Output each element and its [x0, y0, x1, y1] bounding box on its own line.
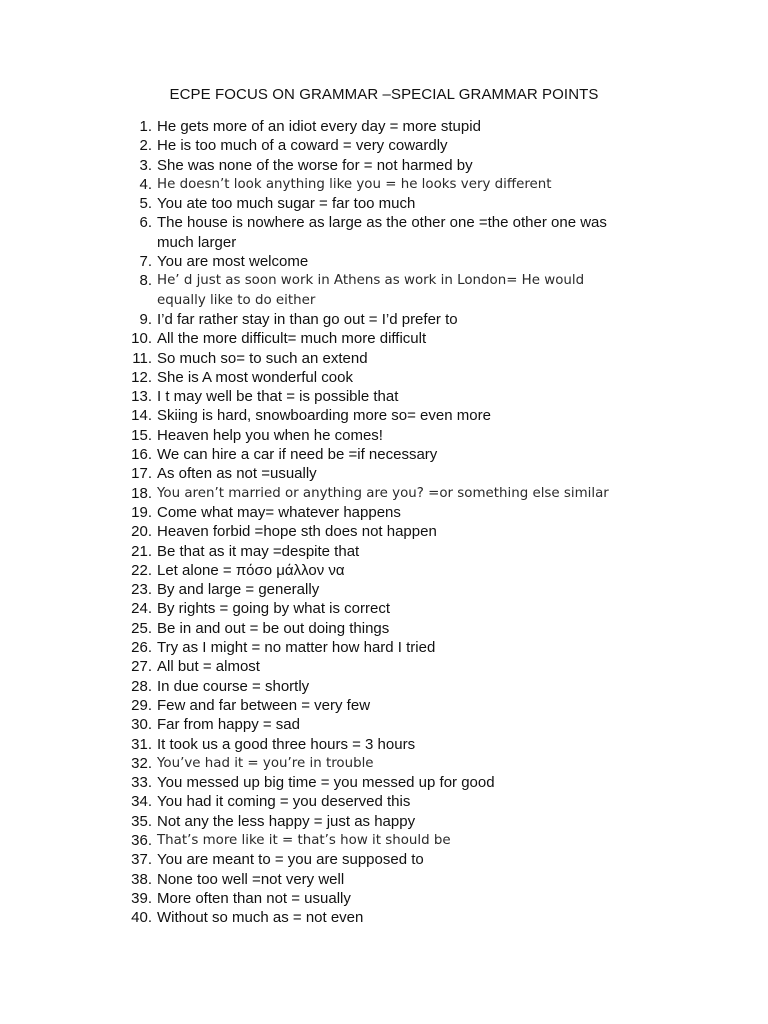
list-item [0, 368, 768, 387]
item-text: I’d far rather stay in than go out = I’d prefer to [157, 310, 458, 328]
list-item [0, 735, 768, 754]
list-item [0, 175, 768, 194]
item-number: 12. [131, 368, 152, 386]
item-text: Skiing is hard, snowboarding more so= even more [157, 407, 491, 425]
item-number: 13. [131, 388, 152, 406]
list-item [0, 638, 768, 657]
item-text: Heaven help you when he comes! [157, 426, 383, 444]
list-item [0, 850, 768, 869]
list-item [0, 812, 768, 831]
item-text: In due course = shortly [157, 677, 310, 695]
item-text: All but = almost [157, 658, 260, 676]
item-number: 22. [131, 561, 152, 579]
item-text: Far from happy = sad [157, 716, 300, 734]
item-text: The house is nowhere as large as the other one =the other one was much larger [157, 214, 607, 251]
list-item [0, 271, 768, 310]
item-text: He is too much of a coward = very cowardly [157, 137, 448, 155]
list-item [0, 213, 768, 252]
item-text: None too well =not very well [157, 870, 345, 888]
item-text: So much so= to such an extend [157, 349, 368, 367]
item-text: It took us a good three hours = 3 hours [157, 735, 416, 753]
list-item [0, 136, 768, 155]
item-text: Come what may= whatever happens [157, 503, 401, 521]
list-item [0, 349, 768, 368]
item-number: 26. [131, 639, 152, 657]
list-item [0, 464, 768, 483]
item-text: You are most welcome [157, 253, 309, 271]
item-number: 37. [131, 851, 152, 869]
list-item [0, 599, 768, 618]
item-text: All the more difficult= much more difficult [157, 330, 427, 348]
item-number: 11. [132, 349, 152, 367]
list-item [0, 156, 768, 175]
list-item [0, 677, 768, 696]
item-text: By and large = generally [157, 581, 320, 599]
list-item [0, 715, 768, 734]
list-item [0, 580, 768, 599]
item-text: He doesn’t look anything like you = he looks very different [157, 176, 552, 192]
list-item [0, 426, 768, 445]
item-number: 14. [131, 407, 152, 425]
item-number: 9. [139, 310, 152, 328]
item-text: Be in and out = be out doing things [157, 619, 390, 637]
list-item [0, 831, 768, 850]
item-text: Few and far between = very few [157, 696, 371, 714]
item-text: Without so much as = not even [157, 909, 364, 927]
item-text: You messed up big time = you messed up for good [157, 774, 495, 792]
item-text: Let alone = πόσο μάλλον να [157, 561, 345, 579]
list-item [0, 619, 768, 638]
list-item [0, 252, 768, 271]
grammar-points-list [0, 117, 768, 927]
item-number: 38. [131, 870, 152, 888]
item-number: 28. [131, 677, 152, 695]
item-text: You are meant to = you are supposed to [157, 851, 424, 869]
list-item [0, 773, 768, 792]
item-number: 5. [139, 195, 152, 213]
list-item [0, 503, 768, 522]
item-number: 24. [131, 600, 152, 618]
item-number: 2. [139, 137, 152, 155]
list-item [0, 310, 768, 329]
item-number: 6. [139, 214, 152, 232]
item-number: 17. [131, 465, 152, 483]
item-number: 19. [131, 503, 152, 521]
list-item [0, 696, 768, 715]
item-number: 31. [131, 735, 152, 753]
list-item [0, 445, 768, 464]
item-text: That’s more like it = that’s how it should be [157, 832, 451, 848]
item-number: 33. [131, 774, 152, 792]
item-number: 36. [131, 831, 152, 849]
item-text: Heaven forbid =hope sth does not happen [157, 523, 437, 541]
item-number: 3. [139, 156, 152, 174]
list-item [0, 194, 768, 213]
item-number: 40. [131, 909, 152, 927]
item-number: 23. [131, 581, 152, 599]
item-number: 27. [131, 658, 152, 676]
list-item [0, 870, 768, 889]
list-item [0, 406, 768, 425]
item-text: Be that as it may =despite that [157, 542, 360, 560]
item-number: 7. [139, 253, 152, 271]
list-item [0, 542, 768, 561]
list-item [0, 561, 768, 580]
item-text: We can hire a car if need be =if necessary [157, 446, 438, 464]
list-item [0, 117, 768, 136]
item-text: You had it coming = you deserved this [157, 793, 411, 811]
document-title: ECPE FOCUS ON GRAMMAR –SPECIAL GRAMMAR POINTS [169, 86, 599, 103]
item-text: By rights = going by what is correct [157, 600, 391, 618]
list-item [0, 329, 768, 348]
item-number: 16. [131, 446, 152, 464]
item-text: He gets more of an idiot every day = more stupid [157, 118, 481, 135]
item-text: As often as not =usually [157, 465, 317, 483]
item-number: 30. [131, 716, 152, 734]
list-item [0, 657, 768, 676]
list-item [0, 522, 768, 541]
item-text: You ate too much sugar = far too much [157, 195, 416, 213]
list-item [0, 792, 768, 811]
list-item [0, 889, 768, 908]
item-number: 25. [131, 619, 152, 637]
item-text: She is A most wonderful cook [157, 368, 353, 386]
item-number: 32. [131, 754, 152, 772]
item-text: Try as I might = no matter how hard I tried [157, 639, 436, 657]
list-item [0, 754, 768, 773]
item-text: Not any the less happy = just as happy [157, 812, 416, 830]
item-number: 18. [131, 484, 152, 502]
item-text: More often than not = usually [157, 889, 351, 907]
item-number: 39. [131, 889, 152, 907]
item-number: 4. [139, 175, 152, 193]
list-item [0, 908, 768, 927]
item-text: You aren’t married or anything are you? =or something else similar [157, 485, 609, 501]
item-number: 21. [131, 542, 152, 560]
item-number: 1. [139, 118, 152, 135]
item-text: I t may well be that = is possible that [157, 388, 399, 406]
list-item [0, 484, 768, 503]
item-number: 29. [131, 696, 152, 714]
item-number: 34. [131, 793, 152, 811]
item-number: 15. [131, 426, 152, 444]
item-number: 8. [139, 272, 152, 290]
item-number: 20. [131, 523, 152, 541]
item-text: She was none of the worse for = not harmed by [157, 156, 473, 174]
item-text: You’ve had it = you’re in trouble [157, 755, 374, 771]
item-number: 35. [131, 812, 152, 830]
list-item [0, 387, 768, 406]
item-number: 10. [131, 330, 152, 348]
item-text: He’ d just as soon work in Athens as work in London= He would equally like to do either [157, 273, 585, 308]
